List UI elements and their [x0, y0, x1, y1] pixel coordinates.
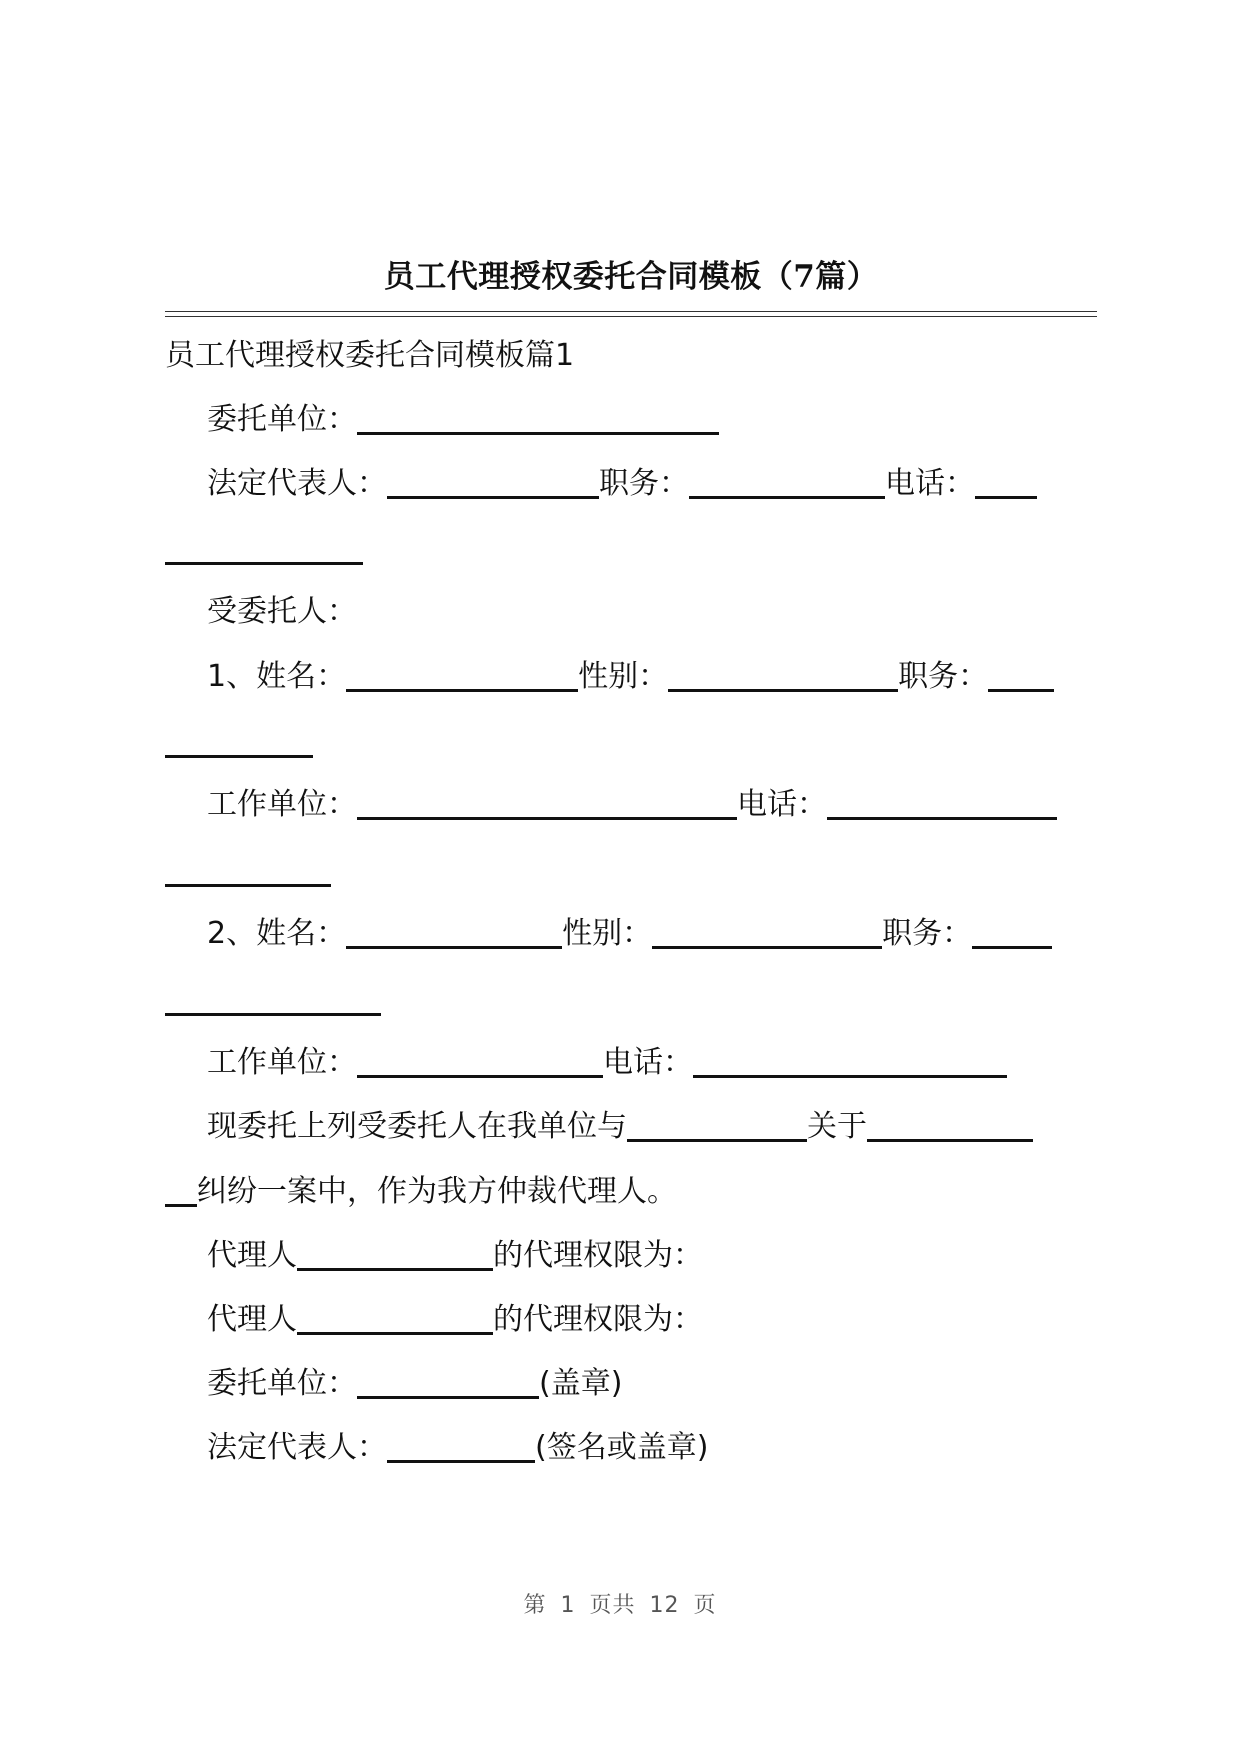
trustee-1-position-blank[interactable]: [988, 655, 1054, 692]
seal-unit-label: 委托单位：: [207, 1366, 357, 1401]
phone-blank[interactable]: [975, 462, 1037, 499]
trustee-1-work-unit-label: 工作单位：: [207, 787, 357, 822]
trustee-2-position-blank[interactable]: [972, 912, 1052, 949]
seal-note: (盖章): [539, 1366, 623, 1401]
seal-unit-blank[interactable]: [357, 1362, 539, 1399]
entrust-sentence-part1: 现委托上列受委托人在我单位与: [207, 1109, 627, 1144]
entrust-sentence-continued-row: [165, 1170, 1097, 1214]
trustee-1-position-blank-continued[interactable]: [165, 752, 313, 758]
title-divider-bottom: [165, 316, 1097, 317]
trustee-1-work-row: [165, 783, 1097, 827]
agent-1-authority-text: 的代理权限为：: [493, 1238, 703, 1273]
agent-2-authority-text: 的代理权限为：: [493, 1302, 703, 1337]
trustee-2-work-unit-label: 工作单位：: [207, 1045, 357, 1080]
trustee-1-work-unit-blank[interactable]: [357, 783, 737, 820]
position-blank[interactable]: [689, 462, 885, 499]
agent-2-label: 代理人: [207, 1302, 297, 1337]
signature-blank[interactable]: [387, 1426, 535, 1463]
trustee-1-name-blank[interactable]: [346, 655, 578, 692]
dispute-matter-blank[interactable]: [867, 1105, 1033, 1142]
signature-legal-rep-label: 法定代表人：: [207, 1430, 387, 1465]
agent-2-blank[interactable]: [297, 1298, 493, 1335]
trustee-1-gender-label: 性别：: [578, 659, 669, 694]
trustee-1-position-label: 职务：: [898, 659, 989, 694]
entrusting-unit-blank[interactable]: [357, 398, 719, 435]
entrust-sentence-part2: 关于: [807, 1109, 867, 1144]
legal-rep-blank[interactable]: [387, 462, 599, 499]
dispute-party-blank[interactable]: [627, 1105, 807, 1142]
agent-2-authority-row: [165, 1298, 1097, 1342]
trustee-1-row: [165, 655, 1097, 699]
trustee-2-gender-blank[interactable]: [652, 912, 882, 949]
trustee-2-position-label: 职务：: [882, 916, 973, 951]
page-footer: 第 1 页共 12 页: [523, 1593, 717, 1618]
seal-row: [165, 1362, 1097, 1406]
document-title: 员工代理授权委托合同模板（7篇）: [383, 259, 879, 295]
entrusting-unit-row: [165, 398, 1097, 442]
trustee-2-work-row: [165, 1041, 1097, 1085]
entrust-sentence-part3: 纠纷一案中，作为我方仲裁代理人。: [197, 1174, 677, 1209]
signature-row: [165, 1426, 1097, 1470]
trustee-1-phone-blank[interactable]: [827, 783, 1057, 820]
sign-or-seal-note: (签名或盖章): [535, 1430, 709, 1465]
trustee-2-name-label: 2、姓名：: [207, 916, 347, 951]
phone-blank-continued[interactable]: [165, 559, 363, 565]
dispute-matter-blank-continued[interactable]: [165, 1170, 197, 1207]
agent-1-authority-row: [165, 1234, 1097, 1278]
legal-rep-row: [165, 462, 1097, 506]
trustee-heading: 受委托人：: [207, 594, 357, 629]
entrust-sentence-row: [165, 1105, 1097, 1149]
phone-label: 电话：: [885, 466, 975, 501]
trustee-2-name-blank[interactable]: [346, 912, 562, 949]
entrusting-unit-label: 委托单位：: [207, 402, 357, 437]
trustee-1-name-label: 1、姓名：: [207, 659, 347, 694]
trustee-1-gender-blank[interactable]: [668, 655, 898, 692]
agent-1-label: 代理人: [207, 1238, 297, 1273]
position-label: 职务：: [599, 466, 689, 501]
legal-rep-label: 法定代表人：: [207, 466, 387, 501]
title-divider-top: [165, 311, 1097, 312]
trustee-2-row: [165, 912, 1097, 956]
trustee-1-phone-blank-continued[interactable]: [165, 881, 331, 887]
agent-1-blank[interactable]: [297, 1234, 493, 1271]
section-heading: 员工代理授权委托合同模板篇1: [165, 338, 575, 373]
trustee-2-position-blank-continued[interactable]: [165, 1010, 381, 1016]
trustee-1-phone-label: 电话：: [737, 787, 827, 822]
trustee-2-phone-label: 电话：: [603, 1045, 693, 1080]
trustee-2-work-unit-blank[interactable]: [357, 1041, 603, 1078]
trustee-2-gender-label: 性别：: [562, 916, 653, 951]
trustee-2-phone-blank[interactable]: [693, 1041, 1007, 1078]
